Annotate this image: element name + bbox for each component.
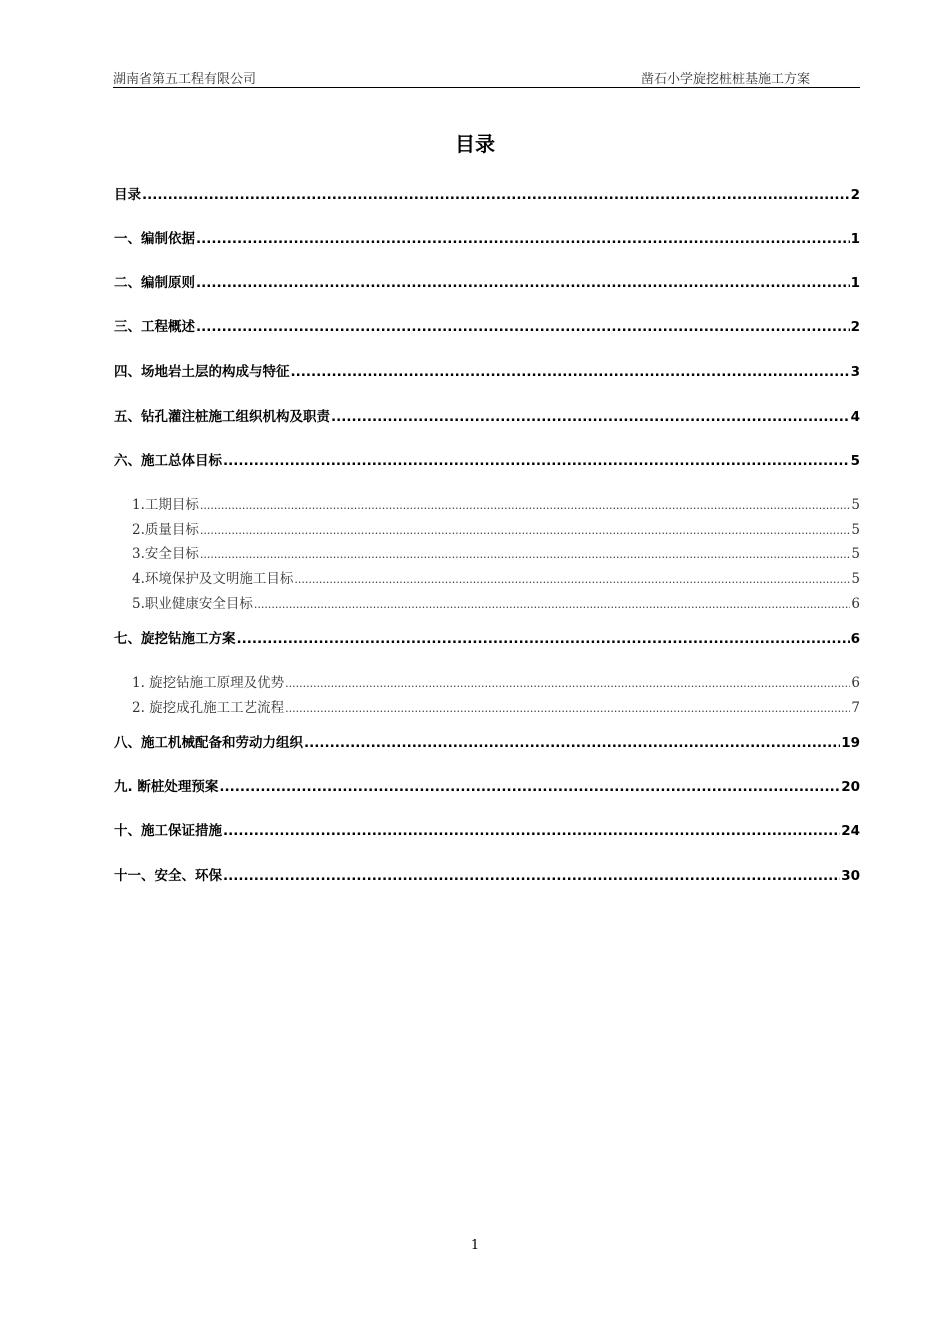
toc-leader bbox=[219, 779, 840, 795]
toc-leader bbox=[223, 868, 840, 884]
toc-entry-page: 1 bbox=[850, 275, 860, 291]
toc-leader bbox=[196, 275, 850, 291]
toc-entry-label: 七、旋挖钻施工方案 bbox=[114, 631, 236, 647]
toc-entry-page: 3 bbox=[850, 364, 860, 380]
toc-subentry[interactable] bbox=[132, 542, 860, 562]
toc-leader bbox=[196, 231, 850, 247]
toc-entry-label: 一、编制依据 bbox=[114, 231, 195, 247]
toc-entry-page: 5 bbox=[851, 497, 860, 513]
toc-leader bbox=[142, 187, 850, 203]
toc-entry-page: 4 bbox=[850, 409, 860, 425]
toc-entry-label: 2.质量目标 bbox=[132, 522, 199, 538]
toc-entry-label: 八、施工机械配备和劳动力组织 bbox=[114, 735, 303, 751]
toc-entry-label: 六、施工总体目标 bbox=[114, 453, 222, 469]
toc-subentry[interactable] bbox=[132, 696, 860, 716]
toc-entry-page: 19 bbox=[841, 735, 860, 751]
toc-entry-page: 2 bbox=[850, 319, 860, 335]
toc-entry-page: 1 bbox=[850, 231, 860, 247]
toc-subentry[interactable] bbox=[132, 567, 860, 587]
toc-entry[interactable] bbox=[114, 731, 860, 751]
toc-leader bbox=[223, 823, 840, 839]
toc-leader bbox=[331, 409, 850, 425]
toc-title: 目录 bbox=[455, 132, 495, 156]
toc-entry-page: 5 bbox=[851, 522, 860, 538]
toc-entry[interactable] bbox=[114, 405, 860, 425]
toc-entry-page: 24 bbox=[841, 823, 860, 839]
toc-entry-page: 5 bbox=[851, 546, 860, 562]
toc-subentry[interactable] bbox=[132, 671, 860, 691]
toc-leader bbox=[200, 499, 851, 512]
toc-entry-label: 1.工期目标 bbox=[132, 497, 199, 513]
toc-leader bbox=[223, 453, 850, 469]
toc-entry-page: 6 bbox=[851, 596, 860, 612]
toc-entry-label: 2. 旋挖成孔施工工艺流程 bbox=[132, 700, 285, 716]
toc-entry-label: 目录 bbox=[114, 187, 141, 203]
page-number: 1 bbox=[470, 1238, 480, 1253]
header-document-title: 凿石小学旋挖桩桩基施工方案 bbox=[640, 72, 810, 87]
toc-leader bbox=[285, 702, 850, 715]
toc-entry[interactable] bbox=[114, 271, 860, 291]
toc-entry-page: 6 bbox=[850, 631, 860, 647]
toc-entry[interactable] bbox=[114, 627, 860, 647]
toc-entry-label: 五、钻孔灌注桩施工组织机构及职责 bbox=[114, 409, 330, 425]
toc-entry-label: 三、工程概述 bbox=[114, 319, 195, 335]
toc-entry-label: 九. 断桩处理预案 bbox=[114, 779, 219, 795]
toc-leader bbox=[196, 319, 850, 335]
toc-subentry[interactable] bbox=[132, 493, 860, 513]
toc-entry-label: 四、场地岩土层的构成与特征 bbox=[114, 364, 290, 380]
toc-leader bbox=[304, 735, 840, 751]
toc-entry[interactable] bbox=[114, 775, 860, 795]
toc-entry-label: 十、施工保证措施 bbox=[114, 823, 222, 839]
toc-entry-page: 6 bbox=[851, 675, 860, 691]
table-of-contents bbox=[114, 0, 860, 1344]
toc-entry[interactable] bbox=[114, 227, 860, 247]
toc-subentry[interactable] bbox=[132, 592, 860, 612]
toc-leader bbox=[200, 548, 851, 561]
toc-leader bbox=[200, 524, 851, 537]
toc-entry-label: 1. 旋挖钻施工原理及优势 bbox=[132, 675, 285, 691]
toc-entry-page: 2 bbox=[850, 187, 860, 203]
toc-leader bbox=[254, 598, 851, 611]
toc-entry-page: 20 bbox=[841, 779, 860, 795]
toc-entry[interactable] bbox=[114, 315, 860, 335]
toc-entry-page: 5 bbox=[851, 571, 860, 587]
toc-entry-label: 二、编制原则 bbox=[114, 275, 195, 291]
toc-entry-label: 5.职业健康安全目标 bbox=[132, 596, 253, 612]
toc-entry-label: 4.环境保护及文明施工目标 bbox=[132, 571, 294, 587]
toc-entry-page: 30 bbox=[841, 868, 860, 884]
toc-leader bbox=[294, 573, 850, 586]
toc-leader bbox=[291, 364, 850, 380]
toc-entry[interactable] bbox=[114, 449, 860, 469]
toc-leader bbox=[285, 677, 850, 690]
toc-entry[interactable] bbox=[114, 360, 860, 380]
toc-entry[interactable] bbox=[114, 864, 860, 884]
toc-entry-page: 5 bbox=[850, 453, 860, 469]
toc-subentry[interactable] bbox=[132, 518, 860, 538]
toc-entry-label: 十一、安全、环保 bbox=[114, 868, 222, 884]
toc-entry-label: 3.安全目标 bbox=[132, 546, 199, 562]
toc-leader bbox=[237, 631, 850, 647]
toc-entry[interactable] bbox=[114, 183, 860, 203]
header-company: 湖南省第五工程有限公司 bbox=[113, 72, 257, 87]
toc-entry[interactable] bbox=[114, 819, 860, 839]
toc-entry-page: 7 bbox=[851, 700, 860, 716]
